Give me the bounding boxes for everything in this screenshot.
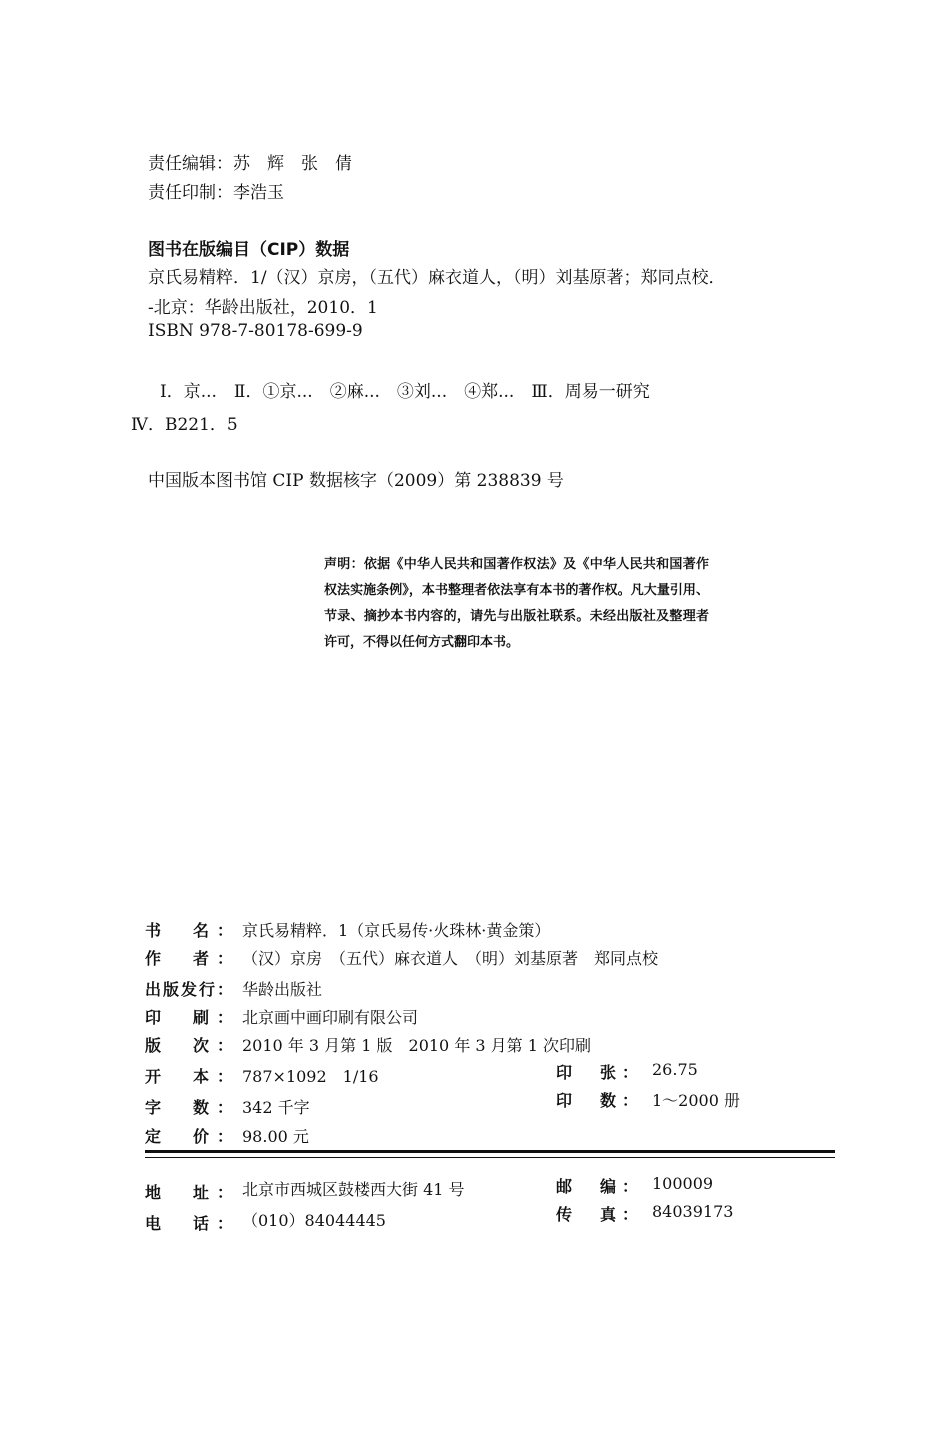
- words-label: 字 数：: [145, 1098, 233, 1117]
- book-format: 787×1092 1/16: [242, 1067, 379, 1086]
- divider-thick: [145, 1150, 835, 1153]
- cip-heading: 图书在版编目（CIP）数据: [148, 240, 350, 260]
- sheets-label: 印 张：: [556, 1063, 638, 1082]
- book-printer: 北京画中画印刷有限公司: [242, 1008, 419, 1027]
- publisher-label: 出版发行：: [145, 980, 233, 999]
- publisher-fax: 84039173: [652, 1202, 734, 1221]
- fax-label: 传 真：: [556, 1205, 638, 1224]
- title-label: 书 名：: [145, 921, 233, 940]
- format-label: 开 本：: [145, 1067, 233, 1086]
- cip-isbn: ISBN 978-7-80178-699-9: [148, 321, 363, 341]
- book-author: （汉）京房 （五代）麻衣道人 （明）刘基原著 郑同点校: [242, 949, 659, 968]
- printer-label: 印 刷：: [145, 1008, 233, 1027]
- edition-label: 版 次：: [145, 1036, 233, 1055]
- book-title: 京氏易精粹．1（京氏易传·火珠林·黄金策）: [242, 921, 551, 940]
- author-label: 作 者：: [145, 949, 233, 968]
- price-label: 定 价：: [145, 1127, 233, 1146]
- book-edition: 2010 年 3 月第 1 版 2010 年 3 月第 1 次印刷: [242, 1036, 592, 1055]
- address-label: 地 址：: [145, 1183, 233, 1202]
- cip-line-1: 京氏易精粹．1/（汉）京房，（五代）麻衣道人，（明）刘基原著；郑同点校．: [148, 268, 726, 288]
- cip-record-number: 中国版本图书馆 CIP 数据核字（2009）第 238839 号: [148, 471, 564, 491]
- publisher-address: 北京市西城区鼓楼西大街 41 号: [242, 1180, 465, 1199]
- cip-classification-1: Ⅰ．京... Ⅱ．①京... ②麻... ③刘... ④郑... Ⅲ．周易一研究: [160, 382, 650, 402]
- copyright-notice: 声明：依据《中华人民共和国著作权法》及《中华人民共和国著作权法实施条例》，本书整理者依法享有本书的著作权。凡大量引用、节录、摘抄本书内容的，请先与出版社联系。未经出版社及整理者许可，不得以任何方式翻印本书。: [324, 557, 709, 650]
- book-publisher: 华龄出版社: [242, 980, 323, 999]
- cip-line-2: -北京：华龄出版社，2010．1: [148, 298, 378, 318]
- book-word-count: 342 千字: [242, 1098, 310, 1117]
- book-price: 98.00 元: [242, 1127, 309, 1146]
- book-sheets: 26.75: [652, 1060, 698, 1079]
- copies-label: 印 数：: [556, 1091, 638, 1110]
- responsible-printing: 责任印制：李浩玉: [148, 183, 284, 203]
- cip-classification-2: Ⅳ．B221．5: [131, 415, 238, 435]
- book-copies: 1～2000 册: [652, 1091, 740, 1110]
- postcode-label: 邮 编：: [556, 1177, 638, 1196]
- publisher-postcode: 100009: [652, 1174, 714, 1193]
- phone-label: 电 话：: [145, 1214, 233, 1233]
- responsible-editor: 责任编辑：苏 辉 张 倩: [148, 154, 352, 174]
- divider-thin: [145, 1157, 835, 1158]
- publisher-phone: （010）84044445: [242, 1211, 386, 1230]
